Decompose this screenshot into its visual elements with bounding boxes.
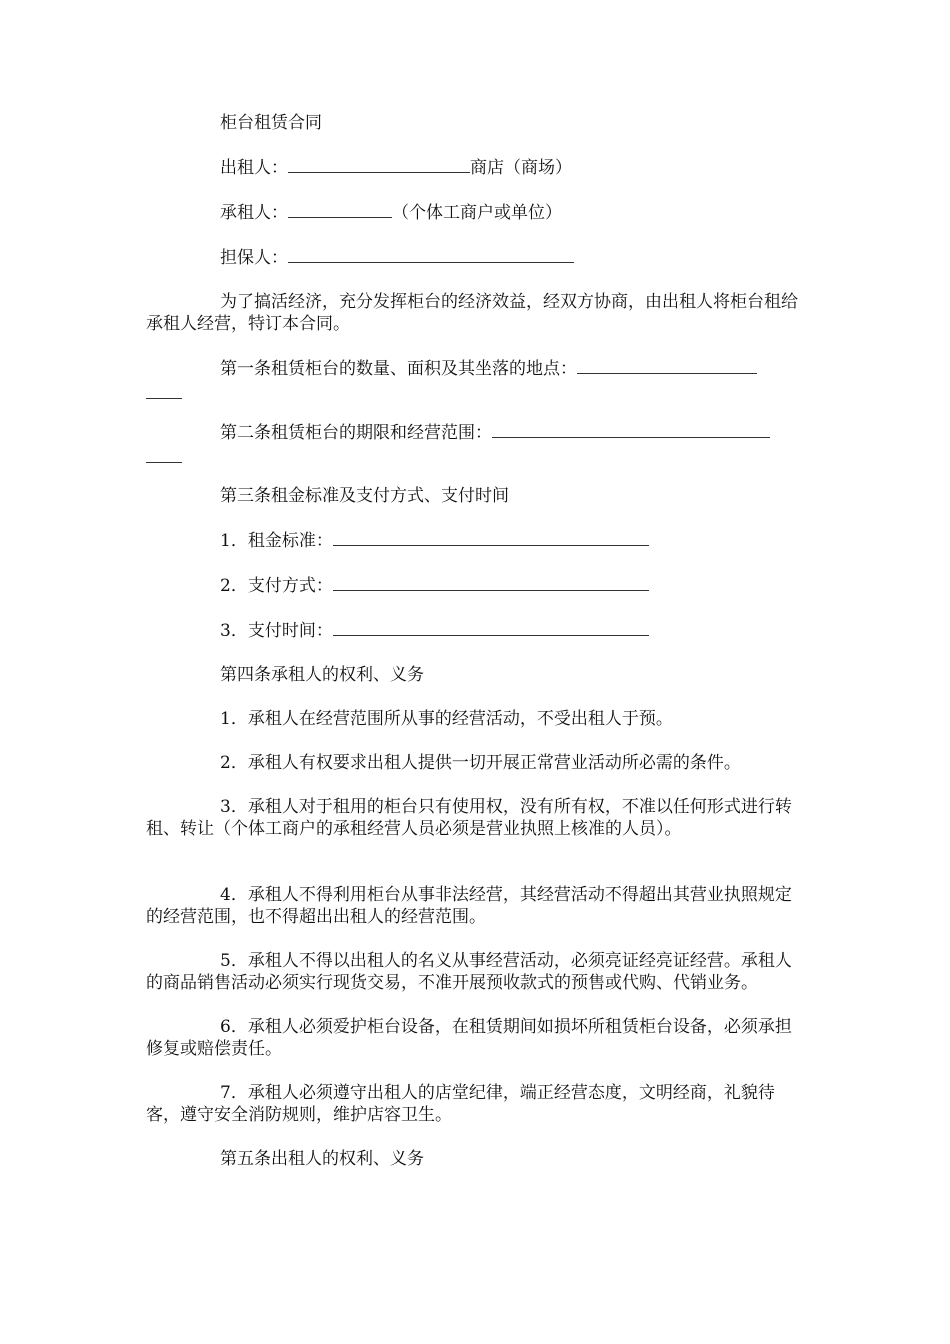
guarantor-label: 担保人： [220, 248, 288, 268]
article-1: 第一条租赁柜台的数量、面积及其坐落的地点： [146, 357, 806, 399]
payment-method-blank[interactable] [333, 574, 649, 591]
guarantor-blank[interactable] [288, 246, 574, 263]
article-4-item-4: 4．承租人不得利用柜台从事非法经营，其经营活动不得超出其营业执照规定的经营范围，也不得超出出租人的经营范围。 [146, 885, 792, 927]
article-4-item-6: 6．承租人必须爱护柜台设备，在租赁期间如损坏所租赁柜台设备，必须承担修复或赔偿责任。 [146, 1017, 792, 1059]
preamble: 为了搞活经济，充分发挥柜台的经济效益，经双方协商，由出租人将柜台租给承租人经营，特订本合同。 [146, 292, 798, 334]
article-1-blank-tail [146, 380, 182, 399]
article-4-item-7: 7．承租人必须遵守出租人的店堂纪律，端正经营态度，文明经商，礼貌待客，遵守安全消防规则，维护店容卫生。 [146, 1083, 775, 1125]
lessee-blank[interactable] [288, 201, 392, 218]
lessor-line [146, 156, 806, 179]
payment-time-blank[interactable] [333, 619, 649, 636]
guarantor-line [146, 246, 806, 269]
lessee-label: 承租人： [220, 203, 288, 223]
lessor-suffix: 商店（商场） [470, 158, 572, 178]
article-3-item-2: 2．支付方式： [146, 574, 806, 597]
article-3: 第三条租金标准及支付方式、支付时间 [220, 486, 509, 506]
article-4: 第四条承租人的权利、义务 [220, 665, 424, 685]
article-4-item-3: 3．承租人对于租用的柜台只有使用权，没有所有权，不准以任何形式进行转租、转让（个体工商户的承租经营人员必须是营业执照上核准的人员）。 [146, 797, 792, 839]
article-2: 第二条租赁柜台的期限和经营范围： [146, 421, 806, 463]
lessee-suffix: （个体工商户或单位） [392, 203, 562, 223]
article-4-item-5: 5．承租人不得以出租人的名义从事经营活动，必须亮证经亮证经营。承租人的商品销售活动必须实行现货交易，不准开展预收款式的预售或代购、代销业务。 [146, 951, 792, 993]
lessee-line [146, 201, 806, 224]
lessor-blank[interactable] [288, 156, 470, 173]
article-4-item-2: 2．承租人有权要求出租人提供一切开展正常营业活动所必需的条件。 [220, 753, 741, 773]
rent-standard-blank[interactable] [333, 529, 649, 546]
article-4-item-1: 1．承租人在经营范围所从事的经营活动，不受出租人于预。 [220, 709, 673, 729]
article-3-item-3: 3．支付时间： [146, 619, 806, 642]
contract-title: 柜台租赁合同 [220, 113, 322, 133]
article-3-item-1: 1．租金标准： [146, 529, 806, 552]
article-5: 第五条出租人的权利、义务 [220, 1149, 424, 1169]
lessor-label: 出租人： [220, 158, 288, 178]
article-2-blank[interactable] [492, 421, 770, 438]
article-1-blank[interactable] [577, 357, 757, 374]
article-2-blank-tail [146, 444, 182, 463]
contract-document [146, 112, 806, 1170]
